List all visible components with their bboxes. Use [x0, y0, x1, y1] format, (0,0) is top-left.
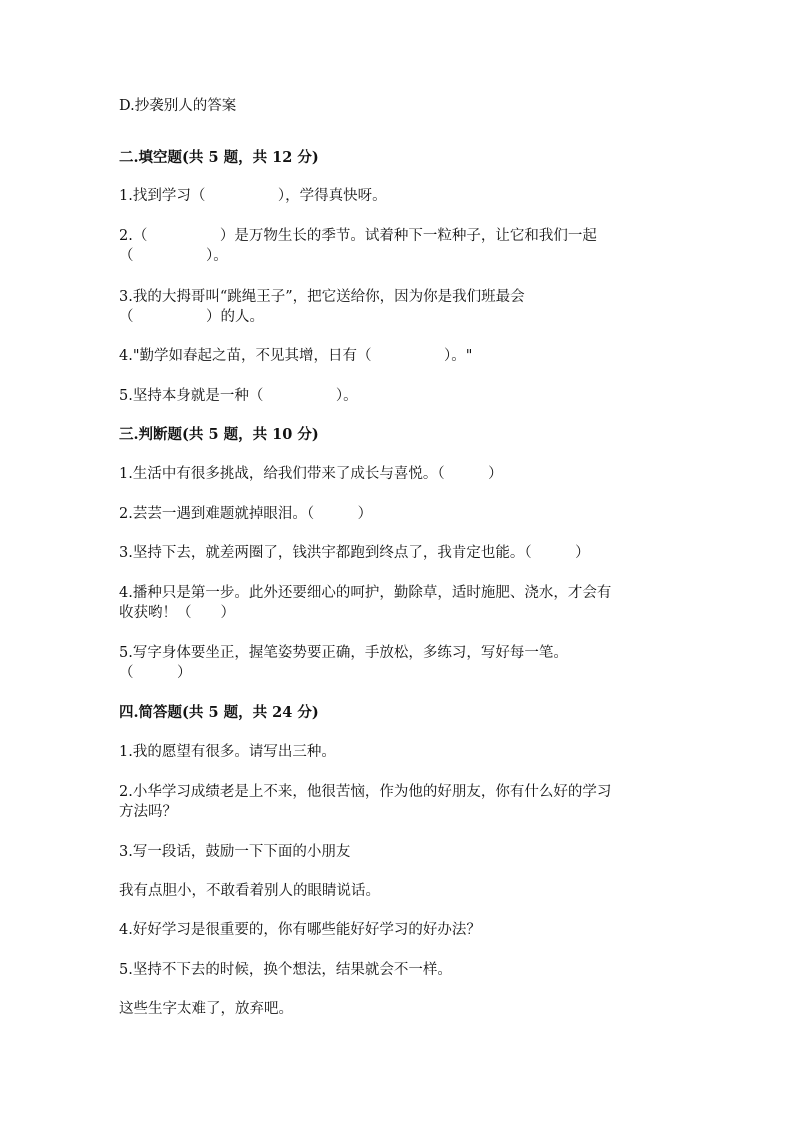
short-answer-q3: 3.写一段话，鼓励一下下面的小朋友 [119, 844, 351, 860]
short-answer-q4: 4.好好学习是很重要的，你有哪些能好好学习的好办法？ [119, 922, 481, 938]
short-answer-q5-text: 这些生字太难了，放弃吧。 [119, 1001, 293, 1017]
option-d-text: D.抄袭别人的答案 [119, 98, 237, 114]
short-answer-q1: 1.我的愿望有很多。请写出三种。 [119, 744, 336, 760]
fill-blank-q5: 5.坚持本身就是一种（ ）。 [119, 388, 358, 404]
judge-q2: 2.芸芸一遇到难题就掉眼泪。（ ） [119, 506, 373, 522]
fill-blank-q2-line2: （ ）。 [119, 248, 228, 264]
fill-blank-q1: 1.找到学习（ ），学得真快呀。 [119, 188, 387, 204]
judge-q5-line1: 5.写字身体要坐正，握笔姿势要正确，手放松，多练习，写好每一笔。 [119, 645, 568, 661]
short-answer-q5: 5.坚持不下去的时候，换个想法，结果就会不一样。 [119, 962, 452, 978]
fill-blank-q3-line1: 3.我的大拇哥叫“跳绳王子”，把它送给你，因为你是我们班最会 [119, 289, 525, 305]
judge-q3: 3.坚持下去，就差两圈了，钱洪宇都跑到终点了，我肯定也能。（ ） [119, 545, 590, 561]
judge-q5-line2: （ ） [119, 665, 192, 681]
short-answer-q3-text: 我有点胆小，不敢看着别人的眼睛说话。 [119, 883, 380, 899]
section-2-heading: 二.填空题(共 5 题，共 12 分) [119, 149, 319, 166]
judge-q4-line1: 4.播种只是第一步。此外还要细心的呵护，勤除草，适时施肥、浇水，才会有 [119, 585, 612, 601]
short-answer-q2-line1: 2.小华学习成绩老是上不来，他很苦恼，作为他的好朋友，你有什么好的学习 [119, 784, 612, 800]
fill-blank-q3-line2: （ ）的人。 [119, 309, 264, 325]
fill-blank-q2-line1: 2.（ ）是万物生长的季节。试着种下一粒种子，让它和我们一起 [119, 228, 597, 244]
judge-q1: 1.生活中有很多挑战，给我们带来了成长与喜悦。（ ） [119, 466, 503, 482]
short-answer-q2-line2: 方法吗？ [119, 804, 177, 820]
judge-q4-line2: 收获哟！（ ） [119, 605, 235, 621]
section-4-heading: 四.简答题(共 5 题，共 24 分) [119, 704, 319, 721]
section-3-heading: 三.判断题(共 5 题，共 10 分) [119, 426, 319, 443]
fill-blank-q4: 4."勤学如春起之苗，不见其增，日有（ ）。" [119, 348, 473, 364]
